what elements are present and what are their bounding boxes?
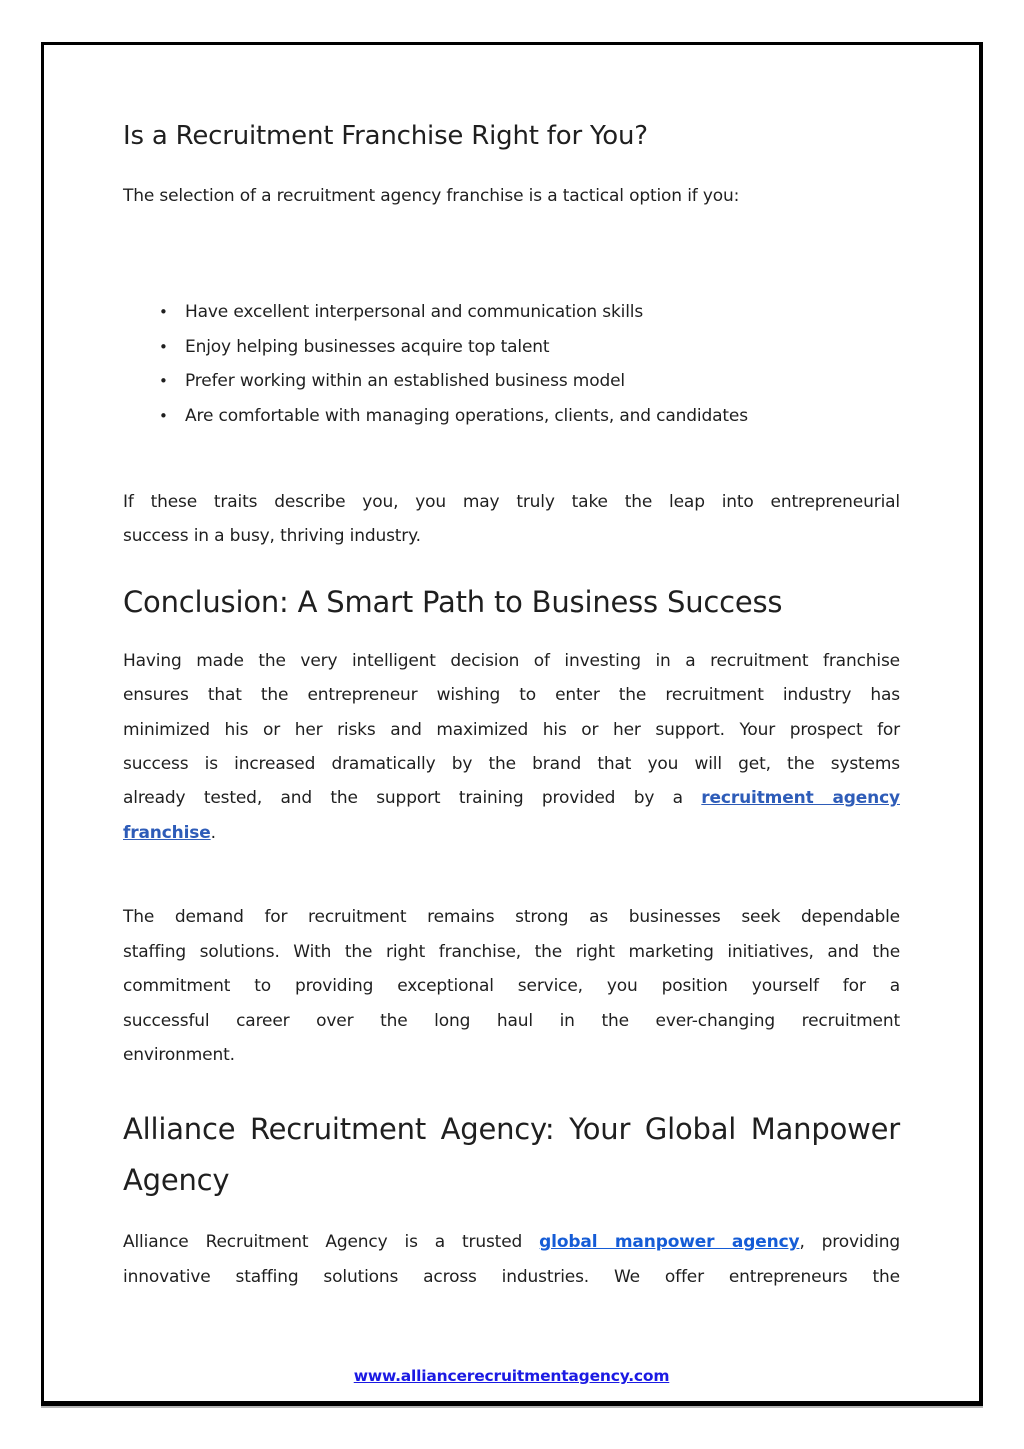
paragraph-text: already tested, and the support training provided by a bbox=[123, 788, 702, 809]
global-manpower-agency-link[interactable]: global manpower agency bbox=[539, 1232, 800, 1253]
traits-paragraph bbox=[123, 485, 900, 554]
paragraph-text: . bbox=[210, 822, 216, 843]
alliance-paragraph bbox=[123, 1225, 900, 1294]
footer-website-link[interactable]: www.alliancerecruitmentagency.com bbox=[353, 1367, 670, 1385]
paragraph-line: staffing solutions. With the right franchise, the right marketing initiatives, and the bbox=[123, 941, 900, 962]
paragraph-line: success in a busy, thriving industry. bbox=[123, 526, 421, 547]
bullet-glyph: • bbox=[159, 337, 168, 356]
page-border bbox=[41, 42, 983, 1406]
paragraph-line: Having made the very intelligent decision of investing in a recruitment franchise bbox=[123, 650, 900, 671]
conclusion-paragraph bbox=[123, 644, 900, 850]
page-footer bbox=[44, 1365, 979, 1387]
paragraph-line: commitment to providing exceptional service, you position yourself for a bbox=[123, 976, 900, 997]
list-item-text: Are comfortable with managing operations, clients, and candidates bbox=[185, 405, 748, 426]
bullet-glyph: • bbox=[159, 406, 168, 425]
paragraph-line bbox=[123, 781, 900, 815]
paragraph-line: innovative staffing solutions across industries. We offer entrepreneurs the bbox=[123, 1266, 900, 1287]
list-item bbox=[123, 330, 900, 364]
recruitment-agency-franchise-link[interactable]: franchise bbox=[123, 822, 211, 843]
traits-bullet-list bbox=[123, 295, 900, 433]
bullet-glyph: • bbox=[159, 303, 168, 322]
intro-paragraph: The selection of a recruitment agency franchise is a tactical option if you: bbox=[123, 186, 740, 206]
demand-paragraph bbox=[123, 900, 900, 1072]
section-heading-alliance bbox=[123, 1104, 900, 1206]
paragraph-line: success is increased dramatically by the brand that you will get, the systems bbox=[123, 754, 900, 775]
list-item-text: Have excellent interpersonal and communication skills bbox=[185, 302, 644, 323]
paragraph-text: , providing bbox=[799, 1232, 900, 1253]
list-item bbox=[123, 364, 900, 398]
list-item-text: Enjoy helping businesses acquire top talent bbox=[185, 336, 550, 357]
paragraph-line: The demand for recruitment remains strong as businesses seek dependable bbox=[123, 907, 900, 928]
paragraph-line bbox=[123, 816, 900, 850]
paragraph-text: Alliance Recruitment Agency is a trusted bbox=[123, 1232, 540, 1253]
paragraph-line: ensures that the entrepreneur wishing to enter the recruitment industry has bbox=[123, 685, 900, 706]
list-item bbox=[123, 295, 900, 329]
heading-line: Alliance Recruitment Agency: Your Global Manpower bbox=[123, 1112, 900, 1147]
paragraph-line: If these traits describe you, you may truly take the leap into entrepreneurial bbox=[123, 492, 900, 513]
section-heading-conclusion: Conclusion: A Smart Path to Business Success bbox=[123, 584, 783, 619]
list-item bbox=[123, 399, 900, 433]
paragraph-line: environment. bbox=[123, 1044, 235, 1065]
paragraph-line: successful career over the long haul in the ever-changing recruitment bbox=[123, 1010, 900, 1031]
heading-line: Agency bbox=[123, 1163, 230, 1198]
recruitment-agency-franchise-link[interactable]: recruitment agency bbox=[701, 788, 900, 809]
list-item-text: Prefer working within an established business model bbox=[185, 371, 625, 392]
paragraph-line: minimized his or her risks and maximized his or her support. Your prospect for bbox=[123, 719, 900, 740]
doc-title: Is a Recruitment Franchise Right for You? bbox=[123, 121, 648, 151]
paragraph-line bbox=[123, 1225, 900, 1259]
bullet-glyph: • bbox=[159, 372, 168, 391]
